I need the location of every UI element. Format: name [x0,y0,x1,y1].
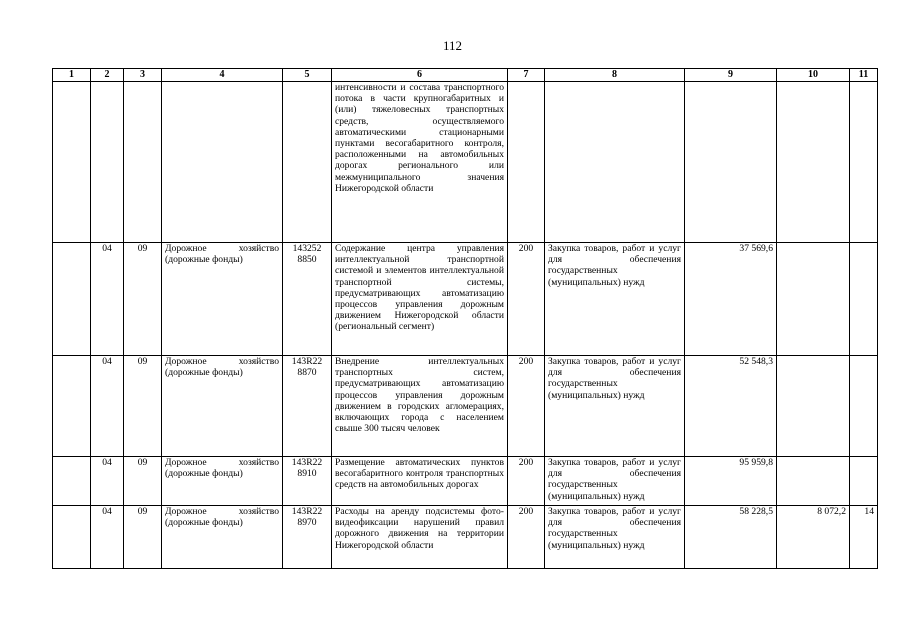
cell-subsection: 09 [124,356,162,457]
cell-section: 04 [91,243,124,356]
cell-section [91,82,124,243]
cell-subsection: 09 [124,506,162,569]
cell-target-code: 143R22 8970 [283,506,332,569]
cell-subsection: 09 [124,457,162,506]
header-cell: 4 [162,69,283,82]
cell-target-code [283,82,332,243]
header-cell: 1 [53,69,91,82]
cell-target-code: 143252 8850 [283,243,332,356]
cell-expense-type-code: 200 [508,356,545,457]
header-cell: 5 [283,69,332,82]
header-cell: 8 [545,69,685,82]
table-row [53,457,878,506]
cell-section-name: Дорожное хозяйство (дорожные фонды) [162,506,283,569]
cell-amount: 58 228,5 [685,506,777,569]
cell-section-name: Дорожное хозяйство (дорожные фонды) [162,243,283,356]
cell-amount: 95 959,8 [685,457,777,506]
cell-section: 04 [91,506,124,569]
cell-col11 [850,82,878,243]
cell-amount: 37 569,6 [685,243,777,356]
header-cell: 11 [850,69,878,82]
cell-expense-type-code: 200 [508,506,545,569]
table-row [53,82,878,243]
cell-section-name: Дорожное хозяйство (дорожные фонды) [162,457,283,506]
header-cell: 6 [332,69,508,82]
cell-expense-description: Расходы на аренду подсистемы фото-видеофиксации нарушений правил дорожного движения на территории Нижегородской области [332,506,508,569]
cell-section: 04 [91,457,124,506]
cell-expense-type-name: Закупка товаров, работ и услуг для обеспечения государственных (муниципальных) нужд [545,457,685,506]
cell-col1 [53,457,91,506]
cell-amount [685,82,777,243]
header-cell: 3 [124,69,162,82]
table-row [53,356,878,457]
cell-amount-2 [777,82,850,243]
header-cell: 9 [685,69,777,82]
cell-col1 [53,243,91,356]
table-row [53,243,878,356]
cell-expense-type-code [508,82,545,243]
cell-section-name: Дорожное хозяйство (дорожные фонды) [162,356,283,457]
cell-expense-type-code: 200 [508,243,545,356]
cell-amount-2 [777,356,850,457]
cell-col11 [850,457,878,506]
header-cell: 10 [777,69,850,82]
cell-col1 [53,506,91,569]
cell-col11 [850,356,878,457]
header-cell: 7 [508,69,545,82]
cell-section-name [162,82,283,243]
cell-expense-description: Размещение автоматических пунктов весогабаритного контроля транспортных средств на автомобильных дорогах [332,457,508,506]
cell-target-code: 143R22 8910 [283,457,332,506]
cell-col1 [53,82,91,243]
cell-subsection [124,82,162,243]
cell-expense-description: интенсивности и состава транспортного потока в части крупногабаритных и (или) тяжеловесных транспортных средств, осуществляемого автоматическими стационарными пунктами весогабаритного контроля, расположенными на автомобильных дорогах регионального или межмуниципального значения Нижегородской области [332,82,508,243]
cell-amount: 52 548,3 [685,356,777,457]
cell-expense-description: Внедрение интеллектуальных транспортных систем, предусматривающих автоматизацию процессов управления дорожным движением в городских агломерациях, включающих города с населением свыше 300 тысяч человек [332,356,508,457]
page-number: 112 [442,38,463,53]
cell-expense-type-code: 200 [508,457,545,506]
cell-subsection: 09 [124,243,162,356]
header-row [53,69,878,82]
header-cell: 2 [91,69,124,82]
cell-target-code: 143R22 8870 [283,356,332,457]
table-row [53,506,878,569]
cell-expense-type-name: Закупка товаров, работ и услуг для обеспечения государственных (муниципальных) нужд [545,243,685,356]
cell-amount-2 [777,457,850,506]
cell-expense-type-name: Закупка товаров, работ и услуг для обеспечения государственных (муниципальных) нужд [545,356,685,457]
cell-amount-2 [777,243,850,356]
budget-table [52,68,878,569]
cell-col11 [850,243,878,356]
cell-expense-type-name: Закупка товаров, работ и услуг для обеспечения государственных (муниципальных) нужд [545,506,685,569]
cell-col11: 14 [850,506,878,569]
cell-section: 04 [91,356,124,457]
cell-amount-2: 8 072,2 [777,506,850,569]
cell-col1 [53,356,91,457]
cell-expense-type-name [545,82,685,243]
cell-expense-description: Содержание центра управления интеллектуальной транспортной системой и элементов интеллектуальной транспортной системы, предусматривающих автоматизацию процессов управления дорожным движением Нижегородской области (региональный сегмент) [332,243,508,356]
